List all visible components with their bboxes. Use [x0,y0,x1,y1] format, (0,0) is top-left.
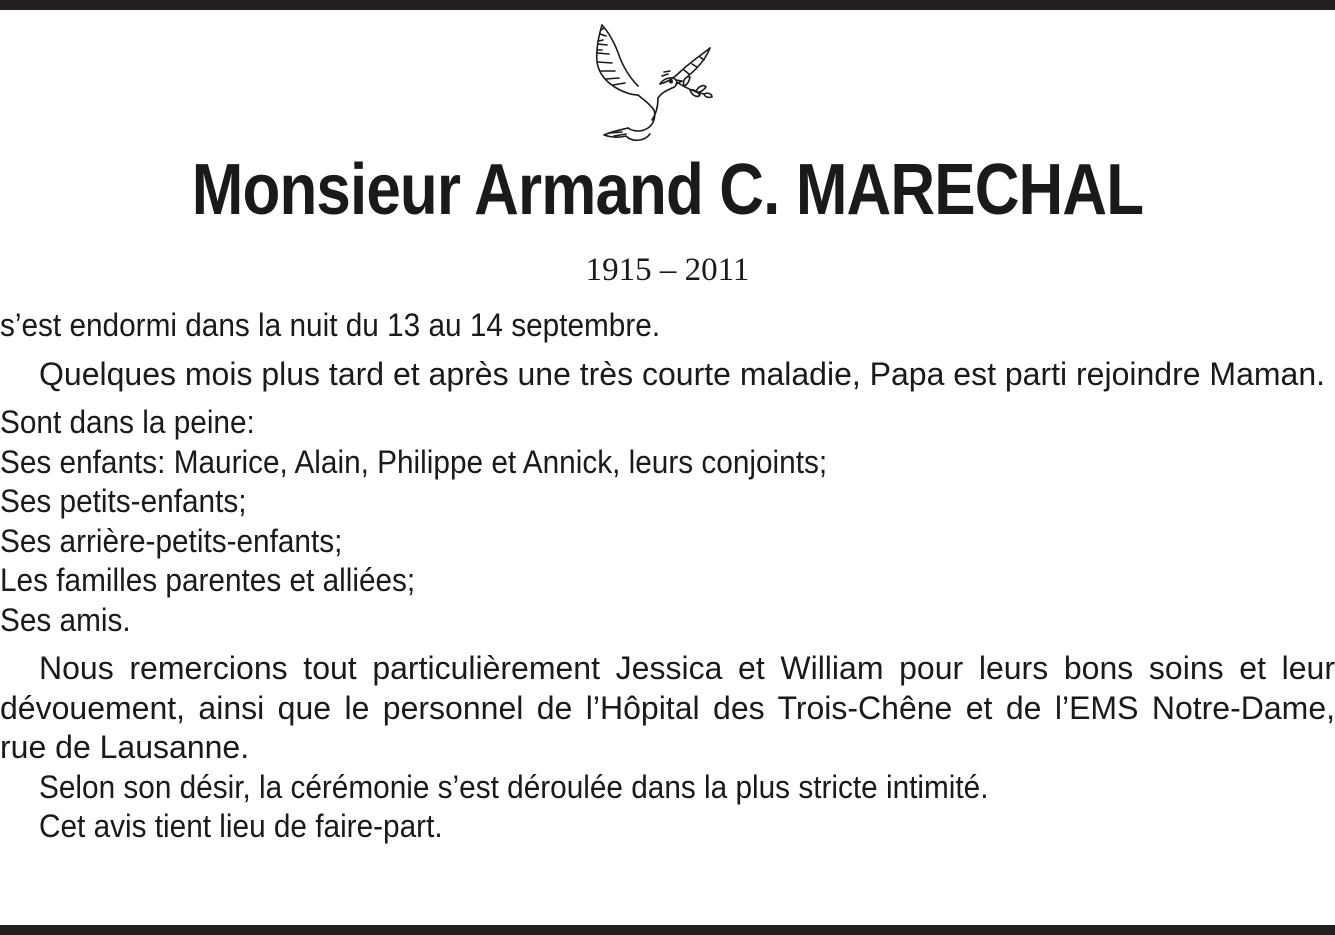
paragraph-ceremony: Selon son désir, la cérémonie s’est déroulée dans la plus stricte intimité. [39,768,989,805]
mourner-line: Ses amis. [0,601,131,638]
mourner-line: Ses petits-enfants; [0,483,247,519]
top-border-rule [0,0,1335,10]
mourners-list [0,403,1335,640]
paragraph-thanks: Nous remercions tout particulièrement Jessica et William pour leurs bons soins et leur dévouement, ainsi que le personnel de l’Hôpital des Trois-Chêne et de l’EMS Notre-Dame, rue de Lausanne. [0,650,1335,765]
intro-line: s’est endormi dans la nuit du 13 au 14 septembre. [0,307,661,343]
bottom-border-rule [0,925,1335,935]
life-dates: 1915 – 2011 [585,252,750,288]
mourner-line: Ses arrière-petits-enfants; [0,522,343,559]
paragraph-passing: Quelques mois plus tard et après une très courte maladie, Papa est parti rejoindre Maman. [39,355,1325,392]
paragraph-closing: Cet avis tient lieu de faire-part. [39,808,443,844]
mourner-line: Ses enfants: Maurice, Alain, Philippe et Annick, leurs conjoints; [0,443,828,480]
notice-body [0,306,1335,847]
dove-icon [588,20,718,145]
mourner-line: Les familles parentes et alliées; [0,562,416,598]
deceased-name: Monsieur Armand C. MARECHAL [191,150,1144,230]
mourners-heading: Sont dans la peine: [0,404,255,440]
